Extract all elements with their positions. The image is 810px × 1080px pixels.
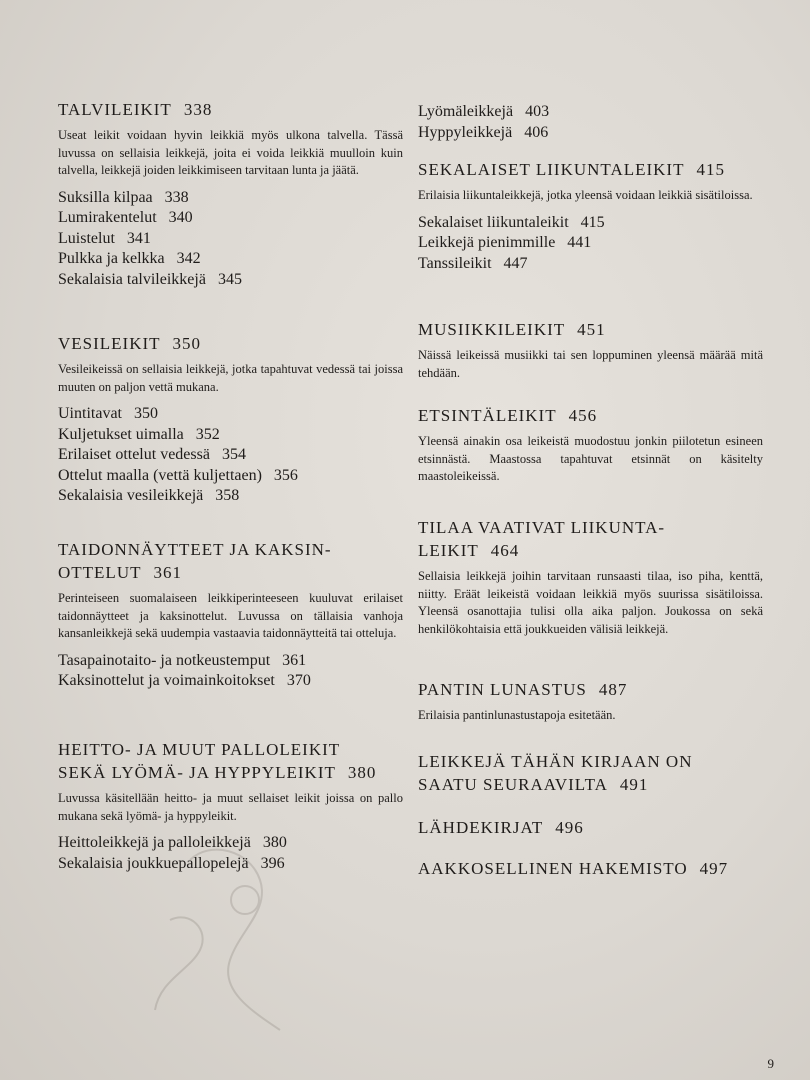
entry-item [58, 486, 403, 507]
entry-item [58, 188, 403, 209]
entry-page: 406 [524, 123, 549, 141]
entry-page: 380 [262, 834, 287, 851]
page-number: 9 [767, 1056, 774, 1071]
entry-page: 341 [126, 229, 151, 247]
section-heading [58, 332, 403, 355]
section-etsintaleikit [418, 404, 763, 486]
entry-item [418, 233, 763, 254]
entry-label: Sekalaisia vesileikkejä [58, 487, 204, 504]
entry-label: Tasapainotaito- ja notkeustemput [58, 651, 271, 669]
section-page: 338 [183, 100, 213, 119]
entry-label: Suksilla kilpaa [58, 188, 153, 206]
section-pantin-lunastus [418, 678, 763, 725]
section-description: Useat leikit voidaan hyvin leikkiä myös ulkona talvella. Tässä luvussa on sellaisia leikkejä, joita ei voida leikkiä muulloin kuin talvella, leikkejä joiden leikkimiseen tarvitaan lunta ja jäätä. [58, 128, 403, 177]
entry-label: Sekalaisia joukkuepallopelejä [58, 854, 249, 872]
entry-item [58, 854, 403, 875]
section-page: 496 [555, 818, 584, 837]
section-description: Perinteiseen suomalaiseen leikkiperinteeseen kuuluvat erilaiset taidonnäytteet ja kaksinottelut. Luvussa on tällaisia vanhoja kansanleikkejä sekä uudempia vastaavia taidonnäytteitä tai otteluja. [58, 591, 403, 640]
entry-item [58, 671, 403, 692]
entry-page: 361 [282, 651, 307, 669]
entry-item [418, 254, 763, 275]
section-title: AAKKOSELLINEN HAKEMISTO [418, 859, 688, 878]
section-heading [418, 516, 718, 562]
entry-page: 338 [164, 188, 189, 206]
entry-label: Kaksinottelut ja voimainkoitokset [58, 672, 275, 689]
entry-item [58, 445, 403, 466]
entry-item [58, 208, 403, 229]
entry-label: Erilaiset ottelut vedessä [58, 446, 210, 463]
section-page: 456 [568, 406, 598, 425]
section-taidonnaytteet [58, 538, 403, 692]
entry-item [58, 425, 403, 446]
entry-label: Hyppyleikkejä [418, 123, 513, 141]
section-heading [418, 816, 763, 839]
section-page: 487 [598, 680, 628, 699]
entry-label: Pulkka ja kelkka [58, 250, 165, 267]
entry-list [58, 833, 403, 874]
section-page: 451 [577, 320, 606, 339]
section-title: HEITTO- JA MUUT PALLOLEIKIT SEKÄ LYÖMÄ- JA HYPPYLEIKIT [58, 740, 340, 782]
section-page: 491 [619, 775, 649, 794]
section-heading [58, 538, 358, 584]
entry-label: Luistelut [58, 229, 115, 247]
entry-page: 396 [260, 854, 285, 872]
section-title: LEIKKEJÄ TÄHÄN KIRJAAN ON SAATU SEURAAVILTA [418, 752, 693, 794]
entry-label: Lyömäleikkejä [418, 103, 514, 120]
entry-item [418, 102, 763, 123]
section-heading [418, 857, 763, 880]
entry-page: 415 [580, 213, 605, 231]
section-title: VESILEIKIT [58, 334, 161, 353]
entry-item [418, 213, 763, 234]
section-heading [58, 98, 403, 121]
entry-page: 345 [217, 270, 242, 288]
entry-list [418, 213, 763, 275]
section-page: 350 [172, 334, 202, 353]
section-title: LÄHDEKIRJAT [418, 818, 544, 837]
entry-page: 342 [176, 250, 201, 267]
section-page: 361 [153, 563, 182, 582]
section-title: TAIDONNÄYTTEET JA KAKSIN-OTTELUT [58, 540, 332, 582]
entry-page: 403 [525, 103, 550, 120]
entry-page: 352 [195, 425, 220, 443]
entry-list [418, 102, 763, 143]
section-aakkosellinen-hakemisto [418, 857, 763, 880]
entry-item [58, 229, 403, 250]
section-page: 380 [347, 763, 377, 782]
section-heading [58, 738, 378, 784]
section-description: Näissä leikeissä musiikki tai sen loppuminen yleensä määrää mitä tehdään. [418, 348, 763, 380]
section-title: TALVILEIKIT [58, 100, 172, 119]
section-heading [418, 158, 763, 181]
entry-item [58, 466, 403, 487]
section-title: SEKALAISET LIIKUNTALEIKIT [418, 160, 685, 179]
entry-label: Sekalaisia talvileikkejä [58, 270, 206, 288]
entry-label: Heittoleikkejä ja palloleikkejä [58, 834, 251, 851]
entry-page: 358 [215, 487, 240, 504]
entry-item [58, 270, 403, 291]
section-description: Sellaisia leikkejä joihin tarvitaan runsaasti tilaa, iso piha, kenttä, niitty. Eräät leikeistä voidaan leikkiä myös suurissa sisätiloissa. Yleensä osanottajia tulisi olla aika paljon. Joukossa on sekä henkilökohtaisia että joukkueiden välisiä leikkejä. [418, 569, 763, 636]
section-heading [418, 678, 763, 701]
section-vesileikit [58, 332, 403, 507]
section-sekalaiset-liikuntaleikit [418, 158, 763, 274]
entry-label: Tanssileikit [418, 254, 492, 272]
entry-list [58, 404, 403, 507]
entry-page: 350 [133, 405, 158, 422]
entry-label: Ottelut maalla (vettä kuljettaen) [58, 466, 262, 484]
section-description: Erilaisia liikuntaleikkejä, jotka yleensä voidaan leikkiä sisätiloissa. [418, 188, 753, 202]
entry-label: Sekalaiset liikuntaleikit [418, 213, 569, 231]
section-page: 464 [490, 541, 520, 560]
section-page: 497 [699, 859, 729, 878]
section-palloleikit [58, 738, 403, 874]
entry-page: 447 [503, 254, 528, 272]
section-musiikkileikit [418, 318, 763, 382]
entry-page: 441 [567, 234, 592, 251]
entry-page: 356 [273, 466, 298, 484]
section-page: 415 [696, 160, 725, 179]
section-title: MUSIIKKILEIKIT [418, 320, 566, 339]
entry-label: Lumirakentelut [58, 209, 157, 226]
section-heading [418, 404, 763, 427]
entry-item [418, 123, 763, 144]
entry-list [58, 651, 403, 692]
section-title: TILAA VAATIVAT LIIKUNTA-LEIKIT [418, 518, 666, 560]
entry-page: 340 [168, 209, 193, 226]
entry-item [58, 249, 403, 270]
section-heading [418, 750, 738, 796]
section-lahdekirjat [418, 816, 763, 839]
entry-label: Leikkejä pienimmille [418, 234, 556, 251]
entry-list [58, 188, 403, 291]
section-description: Luvussa käsitellään heitto- ja muut sellaiset leikit joissa on pallo mukana sekä lyömä- ja hyppyleikit. [58, 791, 403, 823]
section-description: Erilaisia pantinlunastustapoja esitetään. [418, 708, 616, 722]
entry-item [58, 833, 403, 854]
section-leikkeja-saatu [418, 750, 763, 796]
section-description: Vesileikeissä on sellaisia leikkejä, jotka tapahtuvat vedessä tai joissa muuten on paljon vettä mukana. [58, 362, 403, 394]
section-continued [418, 94, 763, 143]
entry-item [58, 404, 403, 425]
entry-page: 370 [286, 672, 311, 689]
section-tilaa-vaativat [418, 516, 763, 638]
section-talvileikit [58, 98, 403, 290]
entry-label: Kuljetukset uimalla [58, 425, 184, 443]
section-heading [418, 318, 763, 341]
section-title: ETSINTÄLEIKIT [418, 406, 557, 425]
section-description: Yleensä ainakin osa leikeistä muodostuu jonkin piilotetun esineen etsinnästä. Maastossa tapahtuvat etsinnät on käsitelty maastoleikeissä. [418, 434, 763, 483]
entry-item [58, 651, 403, 672]
entry-label: Uintitavat [58, 405, 122, 422]
section-title: PANTIN LUNASTUS [418, 680, 587, 699]
entry-page: 354 [221, 446, 246, 463]
